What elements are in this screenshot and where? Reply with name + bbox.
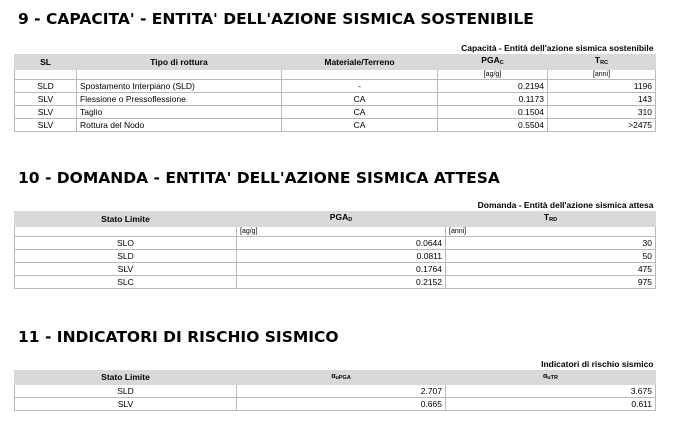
- cell-pgac: 0.2194: [438, 80, 548, 93]
- cell-pgad: 0.0644: [237, 237, 446, 250]
- cell-trd: 30: [446, 237, 656, 250]
- cell-sl: SLV: [15, 93, 77, 106]
- cell-pgac: 0.1504: [438, 106, 548, 119]
- table-row: [15, 119, 656, 132]
- cell-stato: SLD: [15, 385, 237, 398]
- header-alpha-utr: $\alpha_{uTR}$: [446, 371, 656, 385]
- unit-tr: [anni]: [446, 227, 656, 237]
- risk-table: [14, 358, 656, 411]
- header-sl: SL: [15, 55, 77, 70]
- cell-stato: SLD: [15, 250, 237, 263]
- header-trd: $T_{RD}$: [446, 212, 656, 227]
- cell-trc: >2475: [548, 119, 656, 132]
- section-10-title: 10 - DOMANDA - ENTITA' DELL'AZIONE SISMICA ATTESA: [18, 169, 500, 187]
- table-row: [15, 263, 656, 276]
- section-11-title: 11 - INDICATORI DI RISCHIO SISMICO: [18, 328, 339, 346]
- header-trc: $T_{RC}$: [548, 55, 656, 70]
- cell-trd: 50: [446, 250, 656, 263]
- table-row: [15, 93, 656, 106]
- demand-table: [14, 199, 656, 289]
- cell-pgac: 0.1173: [438, 93, 548, 106]
- header-tipo: Tipo di rottura: [77, 55, 282, 70]
- table-row: [15, 398, 656, 411]
- cell-tipo: Taglio: [77, 106, 282, 119]
- cell-materiale: CA: [282, 106, 438, 119]
- unit-pga: [ag/g]: [438, 70, 548, 80]
- cell-alpha-upga: 2.707: [237, 385, 446, 398]
- cell-pgad: 0.1764: [237, 263, 446, 276]
- cell-pgad: 0.0811: [237, 250, 446, 263]
- unit-tr: [anni]: [548, 70, 656, 80]
- table-row: [15, 237, 656, 250]
- demand-caption: Domanda - Entità dell'azione sismica attesa: [477, 199, 654, 210]
- header-stato-limite: Stato Limite: [15, 371, 237, 385]
- cell-materiale: CA: [282, 119, 438, 132]
- cell-trc: 143: [548, 93, 656, 106]
- cell-trc: 310: [548, 106, 656, 119]
- cell-stato: SLO: [15, 237, 237, 250]
- cell-materiale: -: [282, 80, 438, 93]
- table-row: [15, 385, 656, 398]
- cell-materiale: CA: [282, 93, 438, 106]
- risk-caption: Indicatori di rischio sismico: [541, 358, 654, 369]
- cell-alpha-utr: 3.675: [446, 385, 656, 398]
- header-pgad: $PGA_D$: [237, 212, 446, 227]
- table-row: [15, 250, 656, 263]
- cell-trd: 975: [446, 276, 656, 289]
- cell-sl: SLD: [15, 80, 77, 93]
- table-row: [15, 80, 656, 93]
- header-materiale: Materiale/Terreno: [282, 55, 438, 70]
- cell-stato: SLV: [15, 263, 237, 276]
- capacity-table: [14, 42, 656, 132]
- capacity-caption: Capacità - Entità dell'azione sismica sostenibile: [461, 42, 654, 53]
- cell-pgac: 0.5504: [438, 119, 548, 132]
- cell-trd: 475: [446, 263, 656, 276]
- header-alpha-upga: $\alpha_{uPGA}$: [237, 371, 446, 385]
- cell-tipo: Rottura del Nodo: [77, 119, 282, 132]
- cell-sl: SLV: [15, 119, 77, 132]
- cell-sl: SLV: [15, 106, 77, 119]
- cell-tipo: Spostamento Interpiano (SLD): [77, 80, 282, 93]
- cell-pgad: 0.2152: [237, 276, 446, 289]
- cell-stato: SLV: [15, 398, 237, 411]
- table-row: [15, 276, 656, 289]
- cell-alpha-upga: 0.665: [237, 398, 446, 411]
- cell-trc: 1196: [548, 80, 656, 93]
- cell-tipo: Flessione o Pressoflessione: [77, 93, 282, 106]
- header-pgac: $PGA_C$: [438, 55, 548, 70]
- section-9-title: 9 - CAPACITA' - ENTITA' DELL'AZIONE SISMICA SOSTENIBILE: [18, 10, 534, 28]
- header-stato-limite: Stato Limite: [15, 212, 237, 227]
- cell-alpha-utr: 0.611: [446, 398, 656, 411]
- unit-pga: [ag/g]: [237, 227, 446, 237]
- cell-stato: SLC: [15, 276, 237, 289]
- table-row: [15, 106, 656, 119]
